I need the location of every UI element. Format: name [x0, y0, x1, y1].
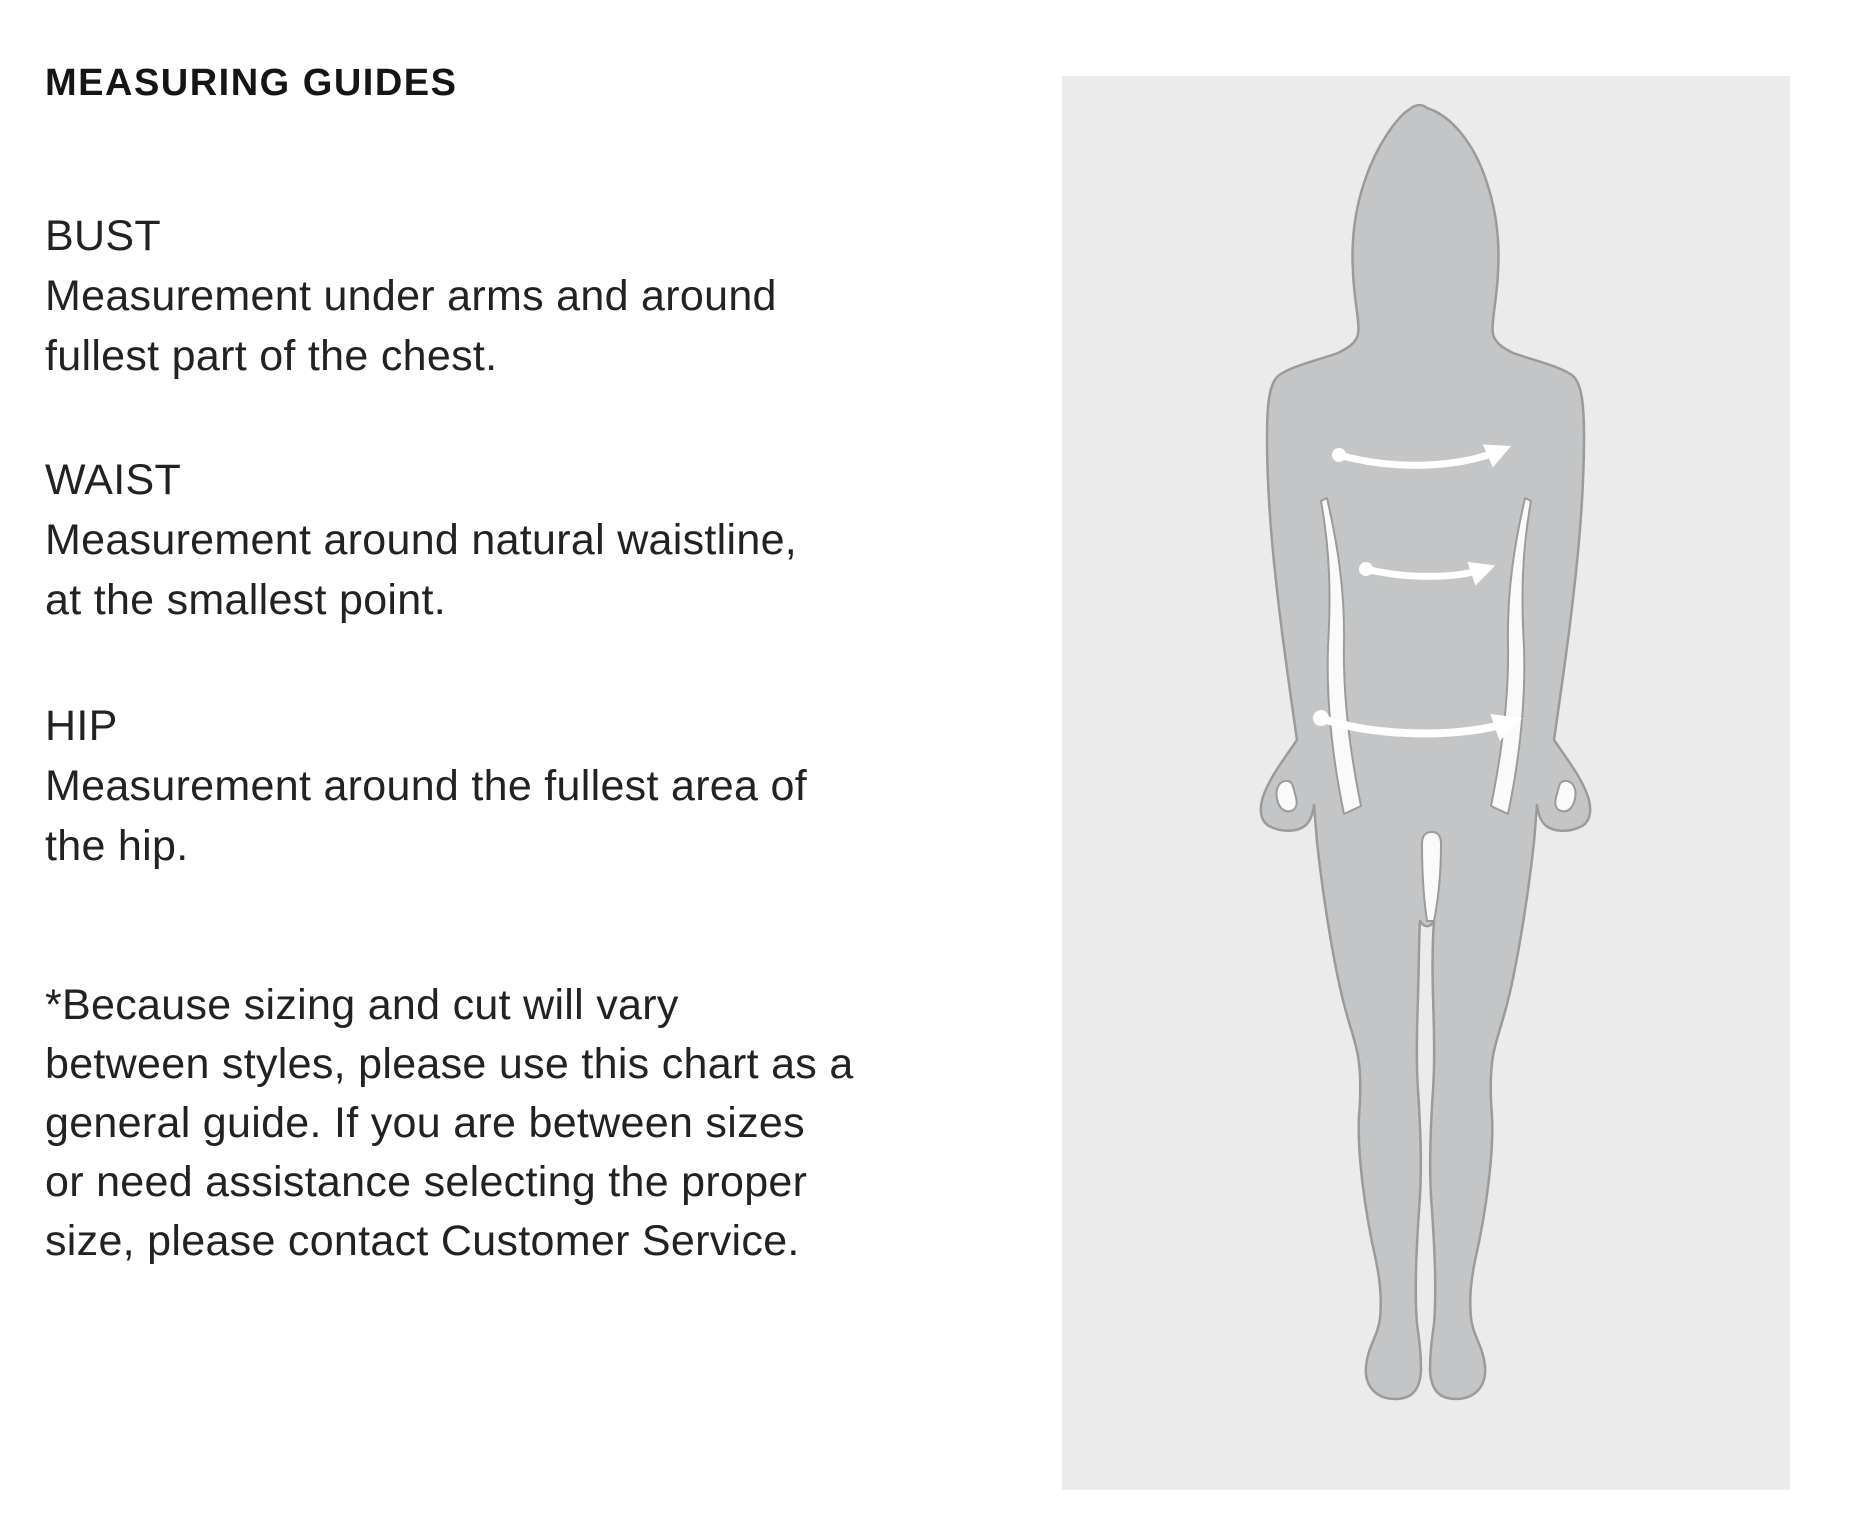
waist-description-line: at the smallest point.	[45, 576, 446, 624]
waist-label: WAIST	[45, 456, 182, 504]
silhouette-svg	[1062, 76, 1790, 1490]
thumb-hole-left	[1276, 781, 1296, 811]
bust-description-line: Measurement under arms and around	[45, 272, 777, 320]
hip-description-line: the hip.	[45, 822, 189, 870]
disclaimer-line: general guide. If you are between sizes	[45, 1099, 805, 1147]
body-silhouette-figure	[1062, 76, 1790, 1490]
disclaimer-line: or need assistance selecting the proper	[45, 1158, 808, 1206]
thumb-hole-right	[1555, 781, 1575, 811]
silhouette-body	[1261, 105, 1590, 1399]
page-title: MEASURING GUIDES	[45, 62, 458, 104]
sizing-disclaimer	[45, 976, 854, 1271]
section-hip	[45, 696, 807, 876]
bust-description-line: fullest part of the chest.	[45, 332, 498, 380]
hip-label: HIP	[45, 702, 118, 750]
waist-description-line: Measurement around natural waistline,	[45, 516, 798, 564]
disclaimer-line: *Because sizing and cut will vary	[45, 981, 679, 1029]
disclaimer-line: size, please contact Customer Service.	[45, 1217, 800, 1265]
disclaimer-line: between styles, please use this chart as a	[45, 1040, 854, 1088]
section-bust	[45, 206, 777, 386]
section-waist	[45, 450, 797, 630]
bust-label: BUST	[45, 212, 161, 260]
hip-description-line: Measurement around the fullest area of	[45, 762, 807, 810]
